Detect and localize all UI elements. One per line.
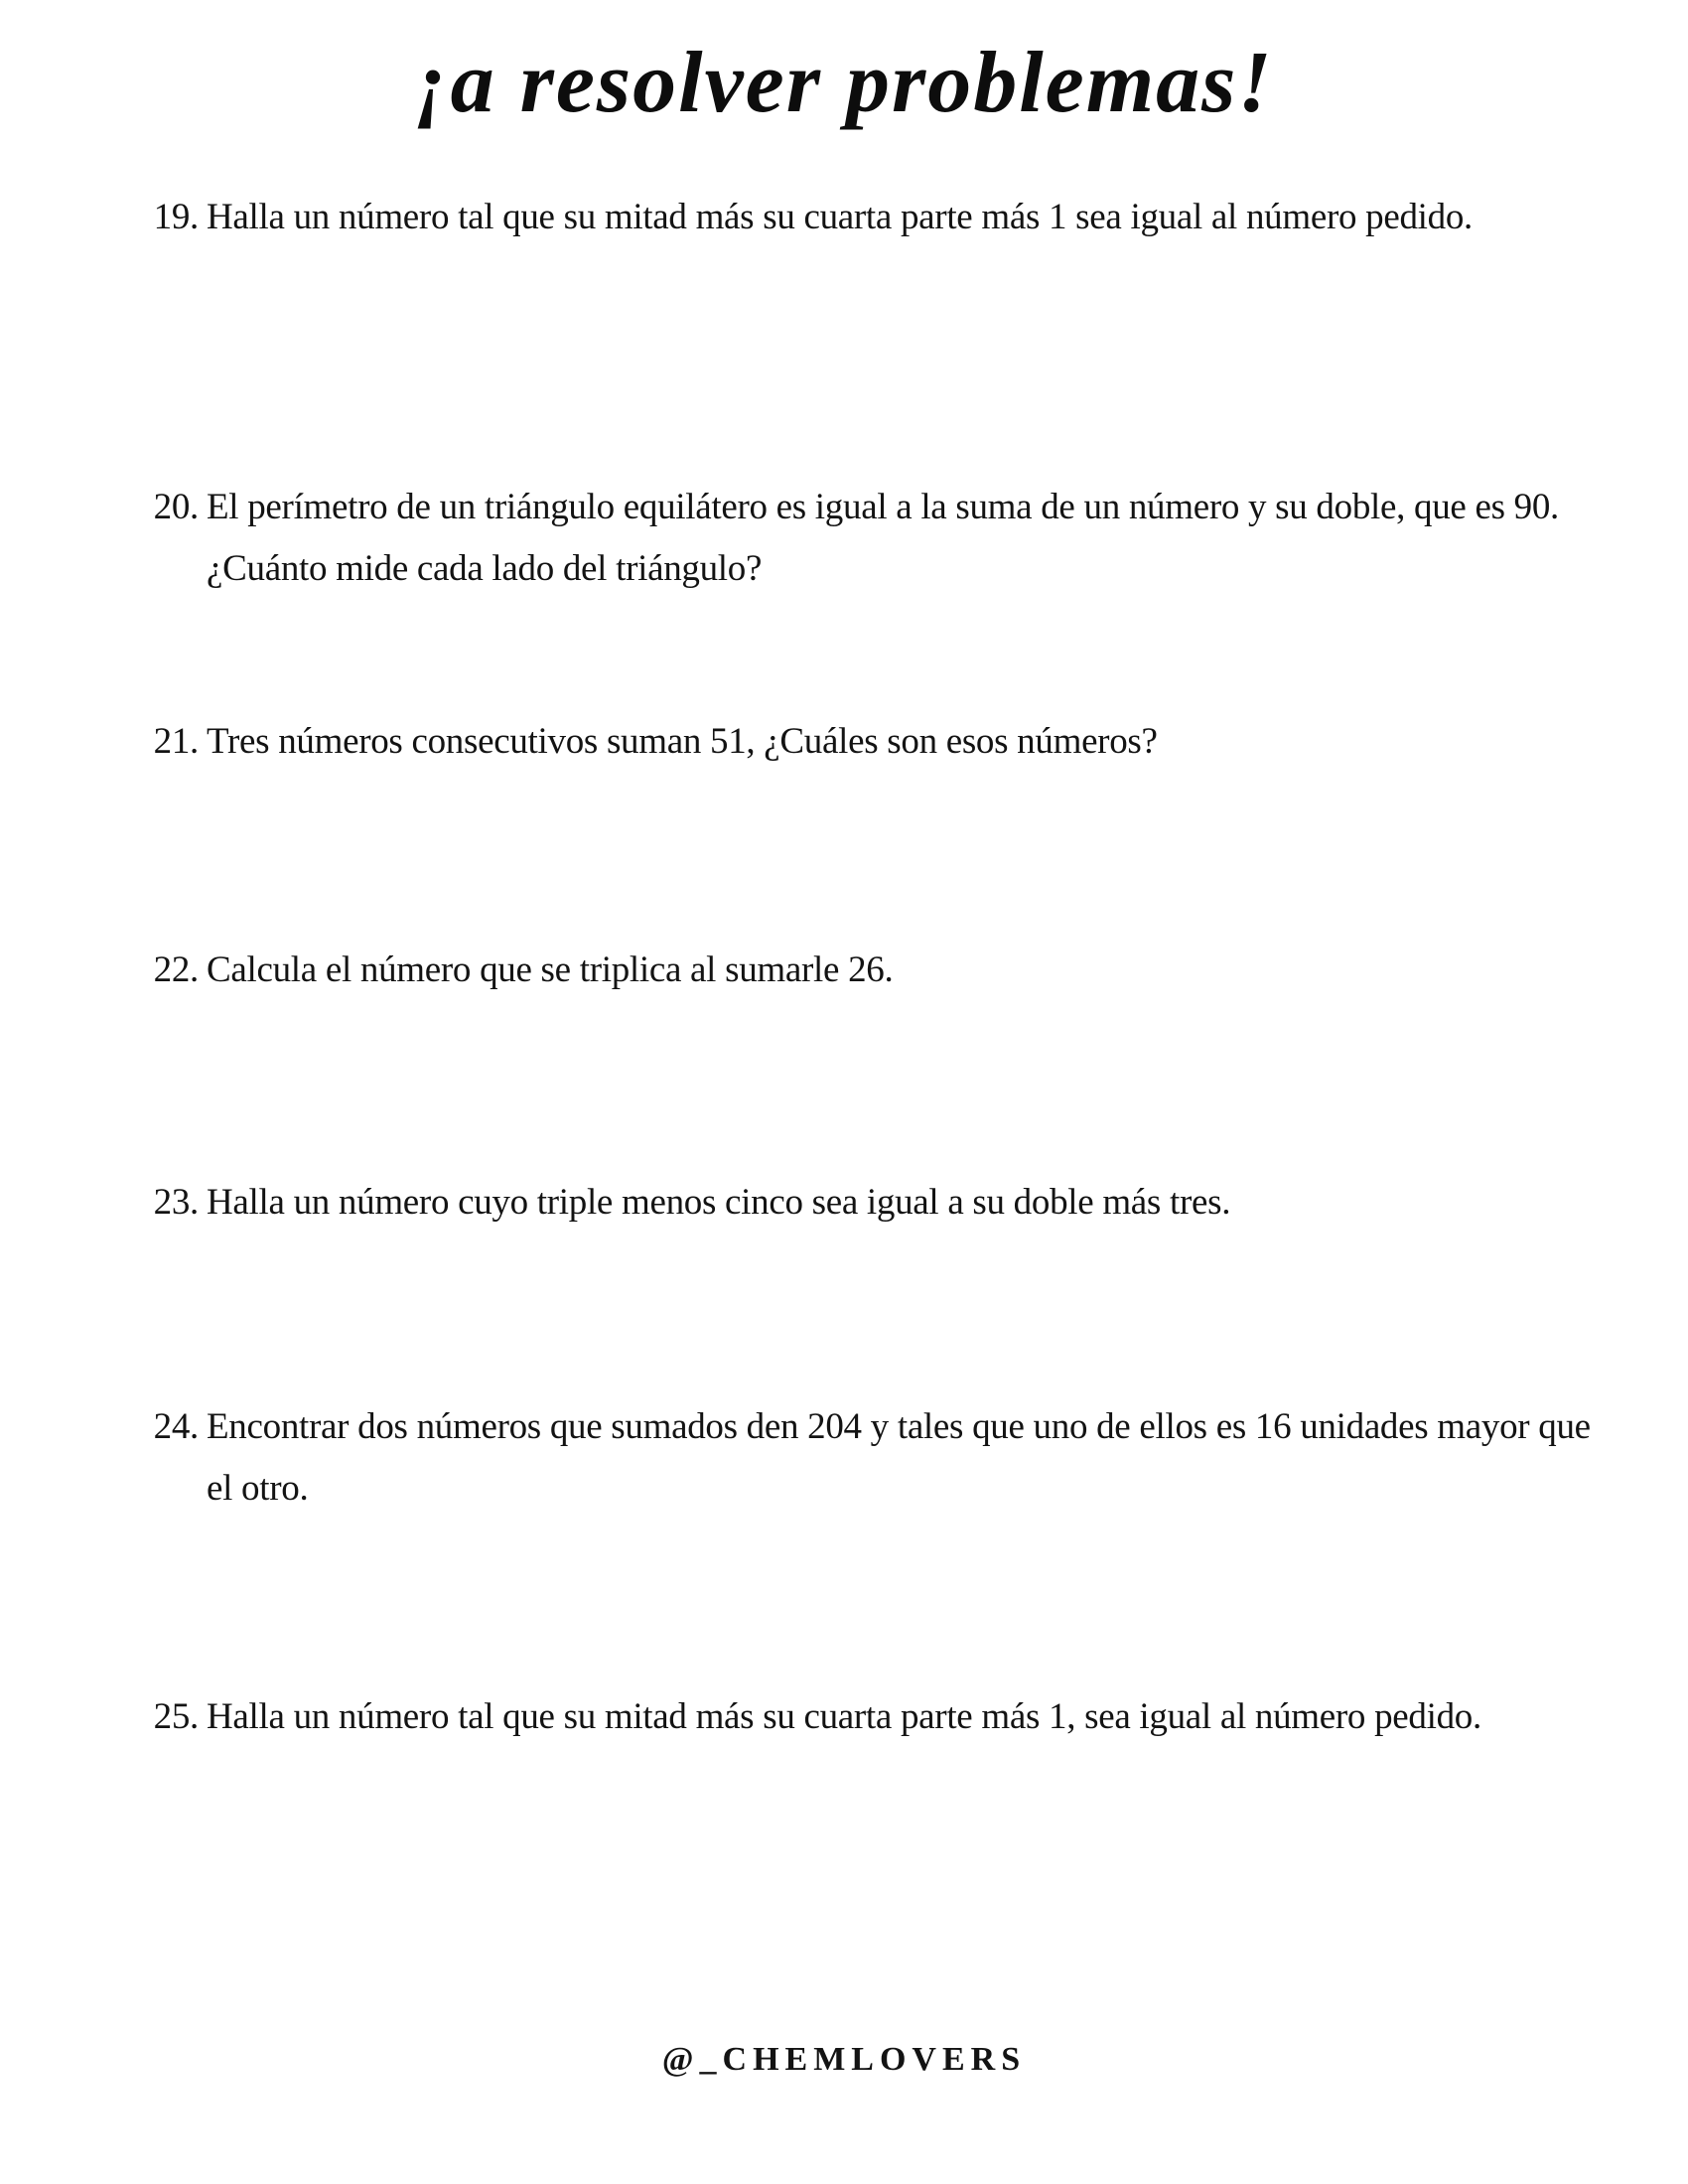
problem-text: Halla un número tal que su mitad más su cuarta parte más 1 sea igual al número pedido. <box>207 197 1473 237</box>
problem-text: El perímetro de un triángulo equilátero es igual a la suma de un número y su doble, que es 90. ¿Cuánto mide cada lado del triángulo? <box>207 487 1560 589</box>
problem-number: 19. <box>153 197 199 237</box>
problem-item-23 <box>149 1172 1597 1234</box>
page-title: ¡a resolver problemas! <box>414 35 1274 131</box>
problem-number: 25. <box>153 1696 199 1737</box>
problem-item-21 <box>149 711 1597 773</box>
footer-credit: @_CHEMLOVERS <box>661 2041 1027 2078</box>
problem-item-20 <box>149 477 1597 600</box>
problem-text: Encontrar dos números que sumados den 204 y tales que uno de ellos es 16 unidades mayor que el otro. <box>207 1406 1591 1509</box>
problem-text: Tres números consecutivos suman 51, ¿Cuáles son esos números? <box>207 721 1158 762</box>
problem-text: Calcula el número que se triplica al sumarle 26. <box>207 949 894 990</box>
problem-item-22 <box>149 940 1597 1001</box>
problem-text: Halla un número tal que su mitad más su cuarta parte más 1, sea igual al número pedido. <box>207 1696 1481 1737</box>
problem-number: 23. <box>153 1182 199 1223</box>
problem-number: 24. <box>153 1406 199 1447</box>
problem-number: 21. <box>153 721 199 762</box>
problem-item-25 <box>149 1686 1597 1748</box>
problem-item-24 <box>149 1396 1597 1520</box>
problem-number: 22. <box>153 949 199 990</box>
problem-number: 20. <box>153 487 199 527</box>
problem-item-19 <box>149 187 1597 248</box>
problem-text: Halla un número cuyo triple menos cinco sea igual a su doble más tres. <box>207 1182 1231 1223</box>
